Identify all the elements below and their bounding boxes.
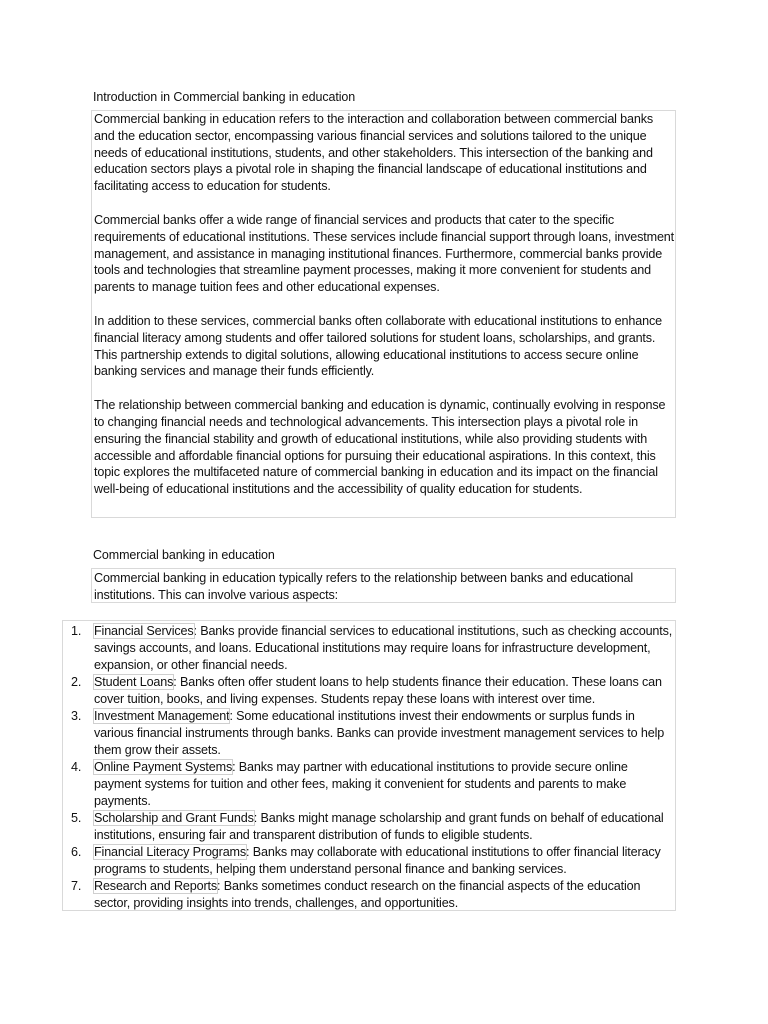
intro-paragraph-4: The relationship between commercial banking and education is dynamic, continually evolving in response to changing financial needs and technological advancements. This intersection plays a pivotal role in ensuring the financial stability and growth of educational institutions, while also providing students with accessible and affordable financial options for pursuing their educational aspirations. In this context, this topic explores the multifaceted nature of commercial banking in education and its impact on the financial well-being of educational institutions and the accessibility of quality education for students. — [94, 398, 666, 497]
commercial-banking-intro-text: Commercial banking in education typically refers to the relationship between banks and educational institutions. This can involve various aspects: — [94, 571, 634, 602]
section-heading-commercial-banking: Commercial banking in education — [93, 548, 275, 562]
list-item-term: Investment Management — [94, 709, 230, 723]
list-item-description: : Banks often offer student loans to help students finance their education. These loans can cover tuition, books, and living expenses. Students repay these loans with interest over time. — [94, 675, 662, 706]
list-item-number: 1. — [71, 624, 82, 638]
list-item-number: 5. — [71, 811, 82, 825]
commercial-banking-intro-box — [91, 568, 676, 603]
list-item-term: Online Payment Systems — [94, 760, 233, 774]
list-item-term: Research and Reports — [94, 879, 218, 893]
list-item-description: : Banks may partner with educational institutions to provide secure online payment systems for tuition and other fees, making it convenient for students and parents to make payments. — [94, 760, 628, 808]
list-item-term: Financial Literacy Programs — [94, 845, 247, 859]
introduction-text-box — [91, 110, 676, 518]
list-item-description: : Some educational institutions invest their endowments or surplus funds in various financial instruments through banks. Banks can provide investment management services to help them grow their assets. — [94, 709, 665, 757]
intro-paragraph-1: Commercial banking in education refers to the interaction and collaboration between commercial banks and the education sector, encompassing various financial services and solutions tailored to the unique needs of educational institutions, students, and other stakeholders. This intersection of the banking and education sectors plays a pivotal role in shaping the financial landscape of educational institutions and facilitating access to education for students. — [94, 112, 654, 194]
list-item-number: 3. — [71, 709, 82, 723]
list-item-description: : Banks sometimes conduct research on the financial aspects of the education sector, providing insights into trends, challenges, and opportunities. — [94, 879, 641, 910]
list-item-description: : Banks might manage scholarship and grant funds on behalf of educational institutions, ensuring fair and transparent distribution of funds to eligible students. — [94, 811, 664, 842]
list-item-number: 2. — [71, 675, 82, 689]
aspects-list — [62, 620, 676, 911]
list-item-description: : Banks provide financial services to educational institutions, such as checking accounts, savings accounts, and loans. Educational institutions may require loans for infrastructure development, expansion, or other financial needs. — [94, 624, 673, 672]
section-heading-introduction: Introduction in Commercial banking in education — [93, 90, 356, 104]
list-item-number: 4. — [71, 760, 82, 774]
list-item-term: Financial Services — [94, 624, 194, 638]
list-item-description: : Banks may collaborate with educational institutions to offer financial literacy programs to students, helping them understand personal finance and banking services. — [94, 845, 661, 876]
list-item-number: 7. — [71, 879, 82, 893]
list-item-number: 6. — [71, 845, 82, 859]
intro-paragraph-3: In addition to these services, commercial banks often collaborate with educational institutions to enhance financial literacy among students and offer tailored solutions for student loans, scholarships, and grants. This partnership extends to digital solutions, allowing educational institutions to access secure online banking services and manage their funds efficiently. — [94, 313, 662, 379]
list-item-term: Student Loans — [94, 675, 174, 689]
intro-paragraph-2: Commercial banks offer a wide range of financial services and products that cater to the specific requirements of educational institutions. These services include financial support through loans, investment management, and assistance in managing institutional finances. Furthermore, commercial banks provide tools and technologies that streamline payment processes, making it more convenient for students and parents to manage tuition fees and other educational expenses. — [94, 212, 675, 295]
list-item-term: Scholarship and Grant Funds — [94, 811, 254, 825]
